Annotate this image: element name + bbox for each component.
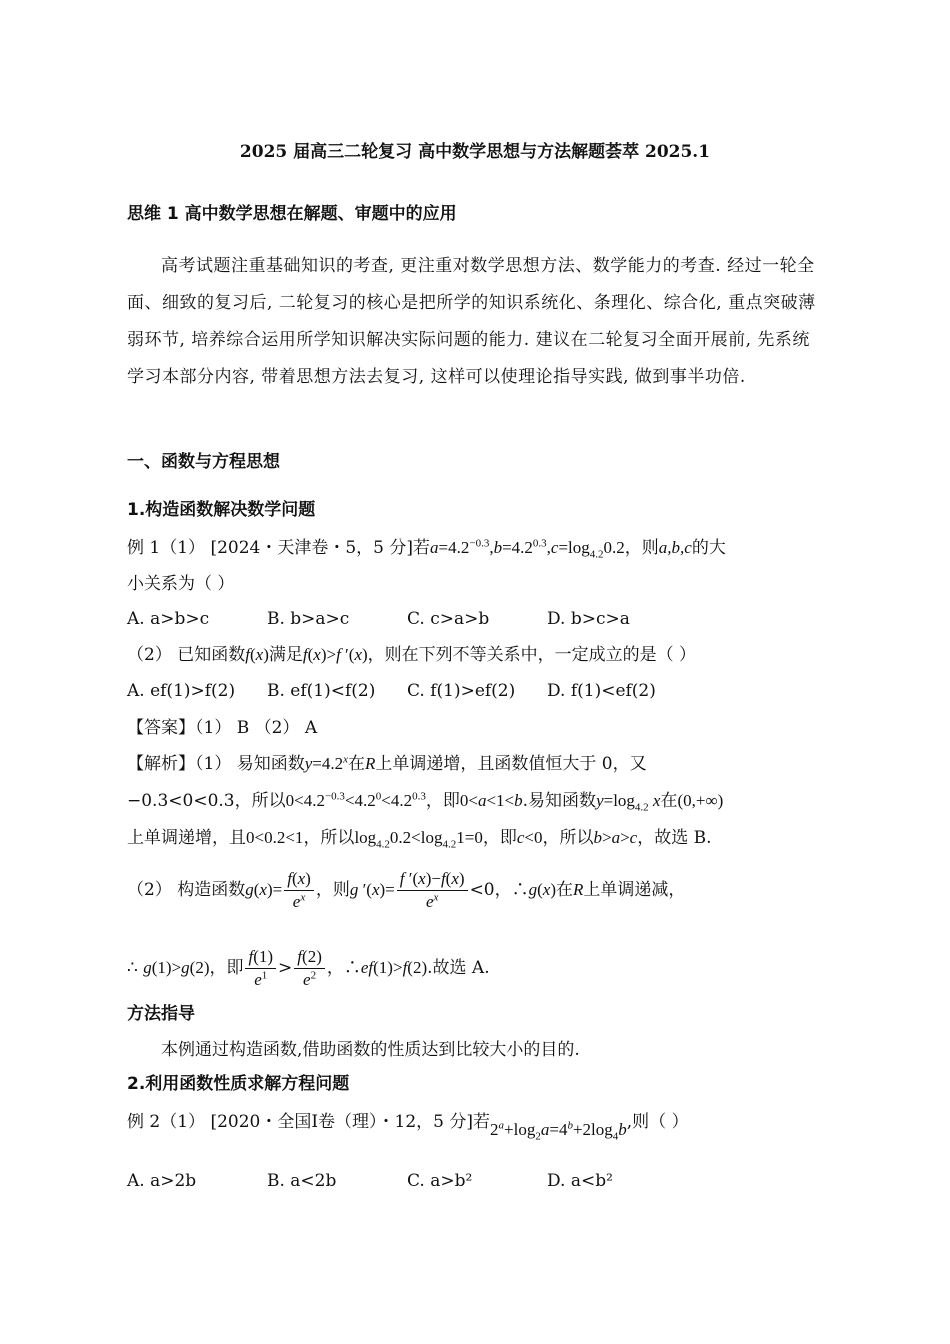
analysis-line-2: −0.3<0<0.3，所以$0<4.2^{-0.3}<4.2^0<4.2^{0.3}$，即0<a<1<b.易知函数$y=\log_{4.2}$ x在(0,+∞) (127, 790, 724, 814)
fraction-derivative: $\frac{f '(x)-f(x)}{e^x}$ (397, 868, 468, 913)
document-title: 2025 届高三二轮复习 高中数学思想与方法解题荟萃 2025.1 (239, 142, 711, 162)
example2-options (127, 1169, 687, 1193)
intro-paragraph: 高考试题注重基础知识的考查, 更注重对数学思想方法、数学能力的考查. 经过一轮全面、细致的复习后, 二轮复习的核心是把所学的知识系统化、条理化、综合化, 重点突破薄弱环节, 培养综合运用所学知识解决实际问题的能力. 建议在二轮复习全面开展前, 先系统学习本部分内容, 带着思想方法去复习, 这样可以使理论指导实践, 做到事半功倍. (127, 256, 816, 387)
option-b: B. ef(1)<f(2) (267, 681, 376, 701)
example2-question: 例 2（1） [2020・全国Ⅰ卷（理）・12，5 分]若$2^a+\log_2a=4^b+2\log_4b$,则（ ） (127, 1112, 689, 1143)
option-a: A. a>b>c (127, 609, 210, 629)
fraction-f-over-ex: $\frac{f(x)}{e^x}$ (284, 868, 314, 913)
example1-question2: （2） 已知函数f(x)满足f(x)>f ′(x)，则在下列不等关系中，一定成立的是（ ） (127, 645, 697, 665)
analysis-line-5: ∴ g(1)>g(2)，即 $\frac{f(1)}{e^1}$ > $\frac{f(2)}{e^2}$ ，∴ef(1)>f(2).故选 A. (127, 947, 490, 989)
example1-q2-options (127, 679, 687, 703)
option-b: B. b>a>c (267, 609, 350, 629)
section-heading: 思维 1 高中数学思想在解题、审题中的应用 (127, 204, 457, 224)
option-d: D. f(1)<ef(2) (547, 681, 656, 701)
answer-line: 【答案】（1） B （2） A (127, 718, 318, 738)
analysis-line-4: （2） 构造函数g(x)= $\frac{f(x)}{e^x}$ ，则g ′(x)= $\frac{f '(x)-f(x)}{e^x}$ <0，∴g(x)在R上单调递减， (127, 869, 686, 911)
example1-q1-prefix: 例 1（1） [2024・天津卷・5，5 分]若 (127, 538, 431, 558)
option-a: A. ef(1)>f(2) (127, 681, 236, 701)
topic2-heading: 2.利用函数性质求解方程问题 (127, 1074, 350, 1094)
analysis-line-3: 上单调递增，且0<0.2<1，所以$\log_{4.2}0.2<\log_{4.2}1=0$，即c<0，所以b>a>c，故选 B. (127, 828, 712, 851)
option-a: A. a>2b (127, 1171, 197, 1191)
option-c: C. f(1)>ef(2) (407, 681, 516, 701)
option-d: D. b>c>a (547, 609, 630, 629)
example1-question1-line2: 小关系为（ ） (127, 574, 235, 594)
option-b: B. a<2b (267, 1171, 337, 1191)
option-c: C. c>a>b (407, 609, 490, 629)
part-heading: 一、函数与方程思想 (127, 452, 280, 472)
example1-question1: 例 1（1） [2024・天津卷・5，5 分]若$a=4.2^{-0.3},b=4.2^{0.3},c=\log_{4.2}0.2$，则a,b,c的大 (127, 537, 726, 561)
option-c: C. a>b² (407, 1171, 473, 1191)
example1-q1-formula: $a=4.2^{-0.3},b=4.2^{0.3},c=\log_{4.2}0.2$ (430, 537, 625, 561)
option-d: D. a<b² (547, 1171, 613, 1191)
example1-q1-options (127, 607, 687, 631)
analysis-line-1: 【解析】（1） 易知函数$y=4.2^x$在R上单调递增，且函数值恒大于 0，又 (127, 753, 647, 774)
method-text: 本例通过构造函数,借助函数的性质达到比较大小的目的. (161, 1040, 580, 1060)
topic-heading: 1.构造函数解决数学问题 (127, 500, 316, 520)
method-heading: 方法指导 (127, 1004, 195, 1024)
